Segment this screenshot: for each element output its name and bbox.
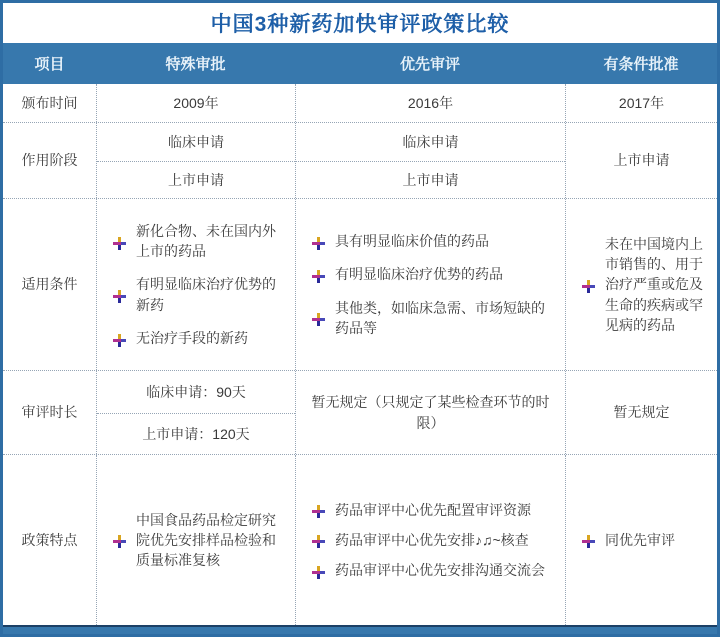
list-item-text: 中国食品药品检定研究院优先安排样品检验和质量标准复核 xyxy=(136,511,276,569)
features-priority xyxy=(295,455,565,625)
table-row-review-duration xyxy=(3,370,717,454)
list-item-text: 药品审评中心优先安排沟通交流会 xyxy=(335,562,545,579)
row-label: 适用条件 xyxy=(21,276,78,293)
stage-special-marketing: 上市申请 xyxy=(97,161,295,199)
bullet-icon xyxy=(113,288,126,301)
publish-special: 2009年 xyxy=(96,84,295,122)
table-row-application-stage xyxy=(3,122,717,198)
publish-conditional: 2017年 xyxy=(565,84,717,122)
stage-special xyxy=(96,123,295,198)
list-item-text: 未在中国境内上市销售的、用于治疗严重或危及生命的疾病或罕见病的药品 xyxy=(605,235,703,333)
table-row-publish-time xyxy=(3,84,717,122)
features-special xyxy=(96,455,295,625)
duration-special-clinical: 临床申请：90天 xyxy=(146,383,246,400)
duration-priority: 暂无规定（只规定了某些检查环节的时限） xyxy=(295,371,565,454)
list-item-text: 药品审评中心优先配置审评资源 xyxy=(335,501,531,518)
bullet-icon xyxy=(113,332,126,345)
bottom-bar xyxy=(3,625,717,634)
publish-priority: 2016年 xyxy=(295,84,565,122)
list-item xyxy=(113,221,287,262)
row-label: 审评时长 xyxy=(21,404,78,421)
bullet-icon xyxy=(312,503,325,516)
list-item xyxy=(582,234,709,335)
list-item xyxy=(312,530,557,550)
bullet-icon xyxy=(312,268,325,281)
list-item-text: 药品审评中心优先安排♪♫~核查 xyxy=(335,531,529,548)
bullet-icon xyxy=(582,278,595,291)
bullet-icon xyxy=(113,235,126,248)
header-col-item: 项目 xyxy=(34,56,65,73)
list-item-text: 有明显临床治疗优势的新药 xyxy=(136,276,276,313)
bullet-icon xyxy=(312,311,325,324)
table-row-policy-features xyxy=(3,454,717,625)
bullet-icon xyxy=(312,564,325,577)
stage-special-clinical: 临床申请 xyxy=(168,133,224,150)
stage-priority-clinical: 临床申请 xyxy=(402,133,459,150)
list-item-text: 具有明显临床价值的药品 xyxy=(335,232,489,249)
list-item xyxy=(312,500,557,520)
page-title: 中国3种新药加快审评政策比较 xyxy=(3,3,717,43)
conditions-priority xyxy=(295,199,565,370)
list-item xyxy=(113,328,287,348)
list-item xyxy=(312,264,557,284)
row-label: 政策特点 xyxy=(21,531,78,548)
list-item xyxy=(113,274,287,315)
bullet-icon xyxy=(113,533,126,546)
header-col-priority-review: 优先审评 xyxy=(399,56,460,73)
table-header xyxy=(3,43,717,84)
duration-special-marketing: 上市申请：120天 xyxy=(97,413,295,455)
row-label: 颁布时间 xyxy=(21,94,78,111)
duration-conditional: 暂无规定 xyxy=(565,371,717,454)
stage-priority xyxy=(295,123,565,198)
list-item-text: 其他类，如临床急需、市场短缺的药品等 xyxy=(335,299,545,336)
features-conditional xyxy=(565,455,717,625)
list-item xyxy=(312,298,557,339)
table-row-applicable-conditions xyxy=(3,198,717,370)
list-item-text: 有明显临床治疗优势的药品 xyxy=(335,266,503,283)
header-col-conditional-approval: 有条件批准 xyxy=(603,56,679,73)
stage-conditional: 上市申请 xyxy=(565,123,717,198)
list-item-text: 新化合物、未在国内外上市的药品 xyxy=(136,222,276,260)
duration-special xyxy=(96,371,295,454)
stage-priority-marketing: 上市申请 xyxy=(296,161,565,199)
list-item-text: 无治疗手段的新药 xyxy=(136,329,248,346)
header-col-special-approval: 特殊审批 xyxy=(165,56,226,73)
bullet-icon xyxy=(312,533,325,546)
conditions-special xyxy=(96,199,295,370)
list-item xyxy=(113,510,287,571)
bullet-icon xyxy=(582,533,595,546)
bullet-icon xyxy=(312,235,325,248)
list-item xyxy=(582,530,709,550)
list-item-text: 同优先审评 xyxy=(605,531,675,548)
list-item xyxy=(312,560,557,580)
list-item xyxy=(312,231,557,251)
row-label: 作用阶段 xyxy=(21,152,78,169)
conditions-conditional xyxy=(565,199,717,370)
